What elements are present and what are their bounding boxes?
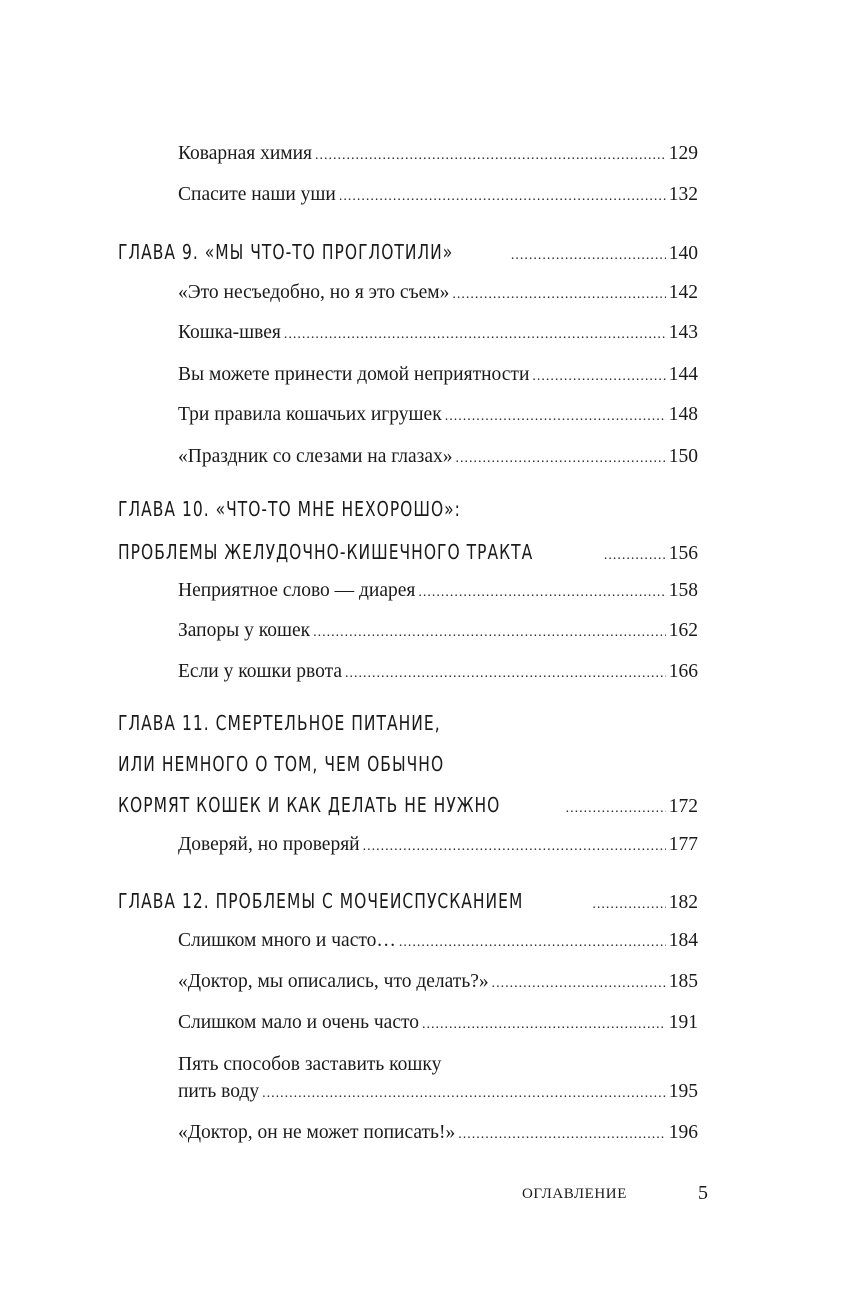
toc-entry-title: «Доктор, мы описались, что делать?» [178,971,489,992]
toc-entry [178,184,698,212]
toc-entry [178,971,698,999]
leader-dots [566,801,666,817]
leader-dots [339,189,666,205]
leader-dots [456,451,666,467]
chapter-title-line: ГЛАВА 11. СМЕРТЕЛЬНОЕ ПИТАНИЕ, [118,711,441,735]
page-number: 5 [698,1182,708,1204]
toc-entry-title: Слишком много и часто… [178,930,396,951]
toc-chapter [118,793,698,821]
leader-dots [458,1127,666,1143]
toc-entry-title: пить воду [178,1081,260,1102]
toc-entry-page: 172 [668,796,698,817]
toc-entry-page: 129 [668,143,698,164]
toc-entry-page: 132 [668,184,698,205]
toc-entry [178,322,698,350]
toc-entry [178,446,698,474]
toc-entry [178,143,698,171]
leader-dots [315,148,666,164]
toc-entry-title: Если у кошки рвота [178,661,342,682]
toc-entry-title: Неприятное слово — диарея [178,580,416,601]
toc-entry [178,1081,698,1109]
leader-dots [418,585,665,601]
leader-dots [532,369,665,385]
toc-entry-page: 156 [668,543,698,564]
toc-chapter [118,889,698,917]
toc-entry-page: 150 [668,446,698,467]
chapter-title-line: ГЛАВА 10. «ЧТО-ТО МНЕ НЕХОРОШО»: [118,497,461,521]
toc-entry [178,834,698,862]
toc-entry-page: 166 [668,661,698,682]
leader-dots [452,287,665,303]
toc-entry-page: 158 [668,580,698,601]
leader-dots [399,935,666,951]
leader-dots [592,897,665,913]
running-footer: ОГЛАВЛЕНИЕ [522,1186,627,1202]
toc-entry-page: 195 [668,1081,698,1102]
chapter-title: ПРОБЛЕМЫ ЖЕЛУДОЧНО-КИШЕЧНОГО ТРАКТА [118,540,534,564]
leader-dots [422,1017,666,1033]
toc-entry-title: Коварная химия [178,143,313,164]
toc-entry-page: 162 [668,620,698,641]
leader-dots [604,548,666,564]
toc-entry-title: Спасите наши уши [178,184,336,205]
leader-dots [313,625,666,641]
leader-dots [445,409,666,425]
toc-entry-title: «Это несъедобно, но я это съем» [178,282,450,303]
toc-entry-page: 144 [668,364,698,385]
leader-dots [262,1086,666,1102]
toc-entry-page: 191 [668,1012,698,1033]
toc-entry-page: 142 [668,282,698,303]
toc-entry [178,364,698,392]
toc-entry-page: 182 [668,892,698,913]
toc-entry-page: 196 [668,1122,698,1143]
toc-chapter [118,240,698,268]
toc-entry-title: Вы можете принести домой неприятности [178,364,530,385]
toc-entry-title: «Доктор, он не может пописать!» [178,1122,456,1143]
toc-entry [178,1122,698,1150]
leader-dots [345,666,666,682]
toc-entry-title-line: Пять способов заставить кошку [178,1054,442,1075]
toc-entry-title: Слишком мало и очень часто [178,1012,420,1033]
toc-entry [178,930,698,958]
toc-entry [178,404,698,432]
toc-entry [178,661,698,689]
chapter-title: ГЛАВА 9. «МЫ ЧТО-ТО ПРОГЛОТИЛИ» [118,240,454,264]
toc-entry-page: 148 [668,404,698,425]
chapter-title-line: ИЛИ НЕМНОГО О ТОМ, ЧЕМ ОБЫЧНО [118,752,445,776]
toc-entry [178,580,698,608]
toc-entry-page: 177 [668,834,698,855]
toc-entry-title: Доверяй, но проверяй [178,834,360,855]
toc-entry [178,1012,698,1040]
leader-dots [284,327,666,343]
toc-entry-title: Запоры у кошек [178,620,311,641]
toc-entry-title: Кошка-швея [178,322,281,343]
toc-entry-title: «Праздник со слезами на глазах» [178,446,453,467]
toc-entry-page: 184 [668,930,698,951]
toc-entry-page: 143 [668,322,698,343]
toc-entry [178,282,698,310]
leader-dots [492,976,666,992]
toc-entry-page: 140 [668,243,698,264]
toc-chapter [118,540,698,568]
leader-dots [363,839,666,855]
toc-entry [178,620,698,648]
chapter-title: ГЛАВА 12. ПРОБЛЕМЫ С МОЧЕИСПУСКАНИЕМ [118,889,524,913]
toc-entry-page: 185 [668,971,698,992]
chapter-title: КОРМЯТ КОШЕК И КАК ДЕЛАТЬ НЕ НУЖНО [118,793,501,817]
leader-dots [511,248,666,264]
toc-entry-title: Три правила кошачьих игрушек [178,404,442,425]
